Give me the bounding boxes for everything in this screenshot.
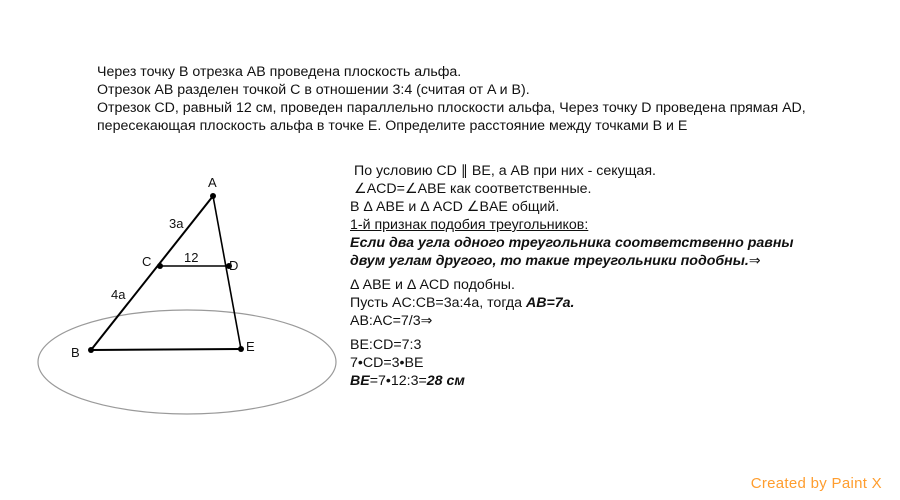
similarity-criterion-line-2: [350, 252, 870, 270]
solution: [350, 162, 870, 390]
problem-line-2: Отрезок AB разделен точкой C в отношении 3:4 (считая от A и B).: [97, 82, 530, 98]
solution-line-8: [350, 294, 870, 312]
label-d: D: [229, 258, 239, 273]
solution-line-7: Δ ABE и Δ ACD подобны.: [350, 277, 515, 293]
label-ac-length: 3a: [169, 216, 184, 231]
label-e: E: [246, 339, 255, 354]
similarity-criterion-line-1: Если два угла одного треугольника соответственно равны: [350, 235, 794, 251]
point-e: [238, 346, 244, 352]
point-b: [88, 347, 94, 353]
segment-ab: [91, 196, 213, 350]
problem-line-4: пересекающая плоскость альфа в точке E. Определите расстояние между точками B и E: [97, 118, 688, 134]
problem-line-1: Через точку B отрезка AB проведена плоскость альфа.: [97, 64, 462, 80]
label-b: B: [71, 345, 80, 360]
solution-line-11: 7•CD=3•BE: [350, 355, 424, 371]
problem-line-3: Отрезок CD, равный 12 см, проведен параллельно плоскости альфа, Через точку D проведена прямая AD,: [97, 100, 806, 116]
label-cb-length: 4a: [111, 287, 126, 302]
similarity-criterion-heading: 1-й признак подобия треугольников:: [350, 217, 589, 233]
solution-line-9: AB:AC=7/3⇒: [350, 313, 433, 329]
solution-line-3: В Δ ABE и Δ ACD ∠BAE общий.: [350, 199, 560, 215]
segment-be: [91, 349, 241, 350]
label-cd-length: 12: [184, 250, 199, 265]
point-c: [157, 263, 163, 269]
plane-alpha: [38, 310, 336, 414]
be-symbol: BE: [350, 373, 370, 389]
let-ratio-text: Пусть AC:CB=3a:4a, тогда: [350, 295, 526, 311]
computation: =7•12:3=: [369, 373, 427, 389]
implies-arrow: ⇒: [748, 253, 761, 269]
point-a: [210, 193, 216, 199]
final-answer: [350, 372, 870, 390]
solution-line-2: ∠ACD=∠ABE как соответственные.: [354, 181, 592, 197]
solution-line-10: BE:CD=7:3: [350, 337, 422, 353]
solution-line-1: По условию CD ∥ BE, а AB при них - секущая.: [354, 163, 656, 179]
ab-value: AB=7a.: [525, 295, 575, 311]
watermark: Created by Paint X: [750, 475, 882, 492]
label-a: A: [208, 175, 217, 190]
label-c: C: [142, 254, 152, 269]
answer-value: 28 см: [426, 373, 465, 389]
similarity-criterion-text: двум углам другого, то такие треугольники подобны.: [350, 253, 749, 269]
